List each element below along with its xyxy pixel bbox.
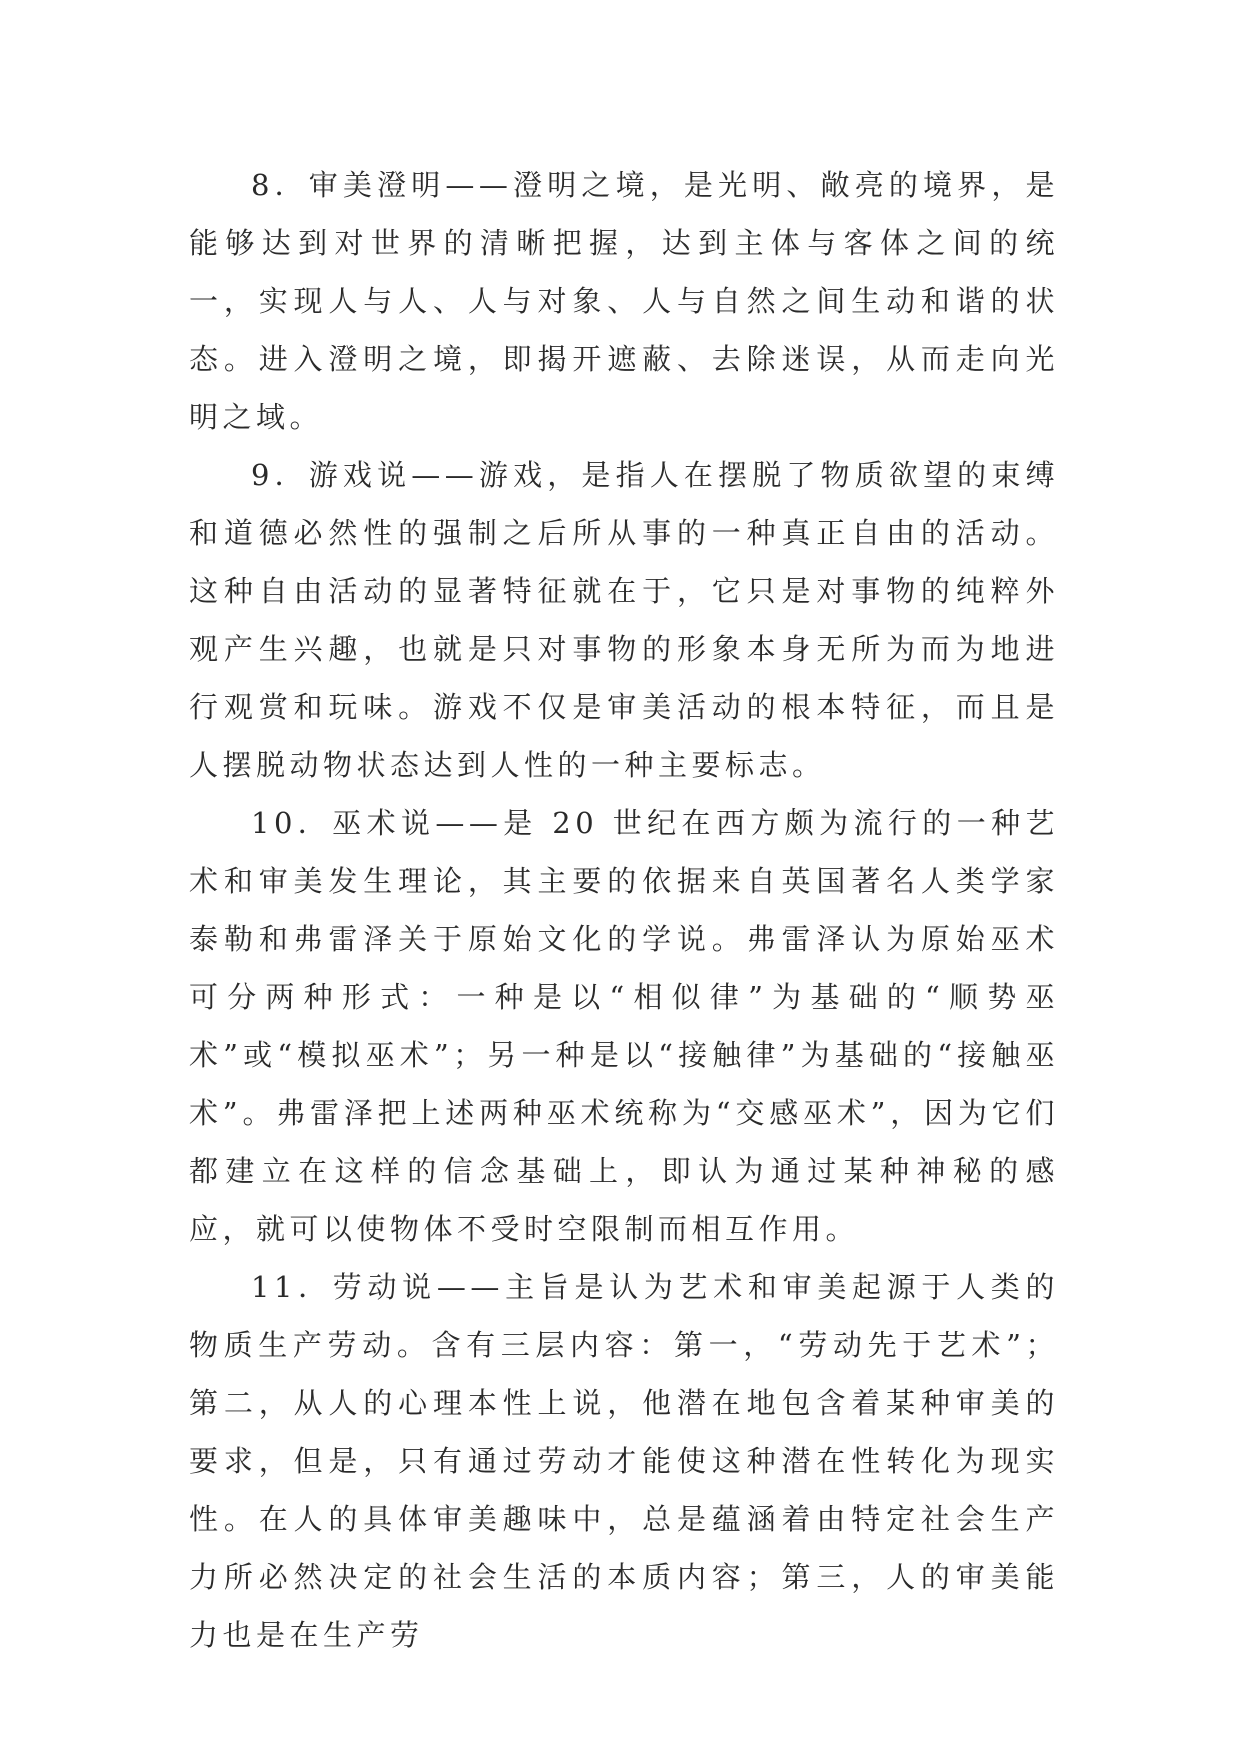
paragraph-labor-theory: 11．劳动说——主旨是认为艺术和审美起源于人类的物质生产劳动。含有三层内容：第一，“劳动先于艺术”；第二，从人的心理本性上说，他潜在地包含着某种审美的要求，但是，只有通过劳动才能使这种潜在性转化为现实性。在人的具体审美趣味中，总是蕴涵着由特定社会生产力所必然决定的社会生活的本质内容；第三，人的审美能力也是在生产劳 [189,1270,1059,1652]
paragraph-aesthetic-clarity: 8．审美澄明——澄明之境，是光明、敞亮的境界，是能够达到对世界的清晰把握，达到主体与客体之间的统一，实现人与人、人与对象、人与自然之间生动和谐的状态。进入澄明之境，即揭开遮蔽、去除迷误，从而走向光明之域。 [189,168,1059,434]
paragraph-play-theory: 9．游戏说——游戏，是指人在摆脱了物质欲望的束缚和道德必然性的强制之后所从事的一种真正自由的活动。这种自由活动的显著特征就在于，它只是对事物的纯粹外观产生兴趣，也就是只对事物的形象本身无所为而为地进行观赏和玩味。游戏不仅是审美活动的根本特征，而且是人摆脱动物状态达到人性的一种主要标志。 [189,458,1059,782]
paragraph-magic-theory: 10．巫术说——是 20 世纪在西方颇为流行的一种艺术和审美发生理论，其主要的依据来自英国著名人类学家泰勒和弗雷泽关于原始文化的学说。弗雷泽认为原始巫术可分两种形式：一种是以“相似律”为基础的“顺势巫术”或“模拟巫术”；另一种是以“接触律”为基础的“接触巫术”。弗雷泽把上述两种巫术统称为“交感巫术”，因为它们都建立在这样的信念基础上，即认为通过某种神秘的感应，就可以使物体不受时空限制而相互作用。 [189,806,1059,1246]
document-body [189,156,1059,1664]
